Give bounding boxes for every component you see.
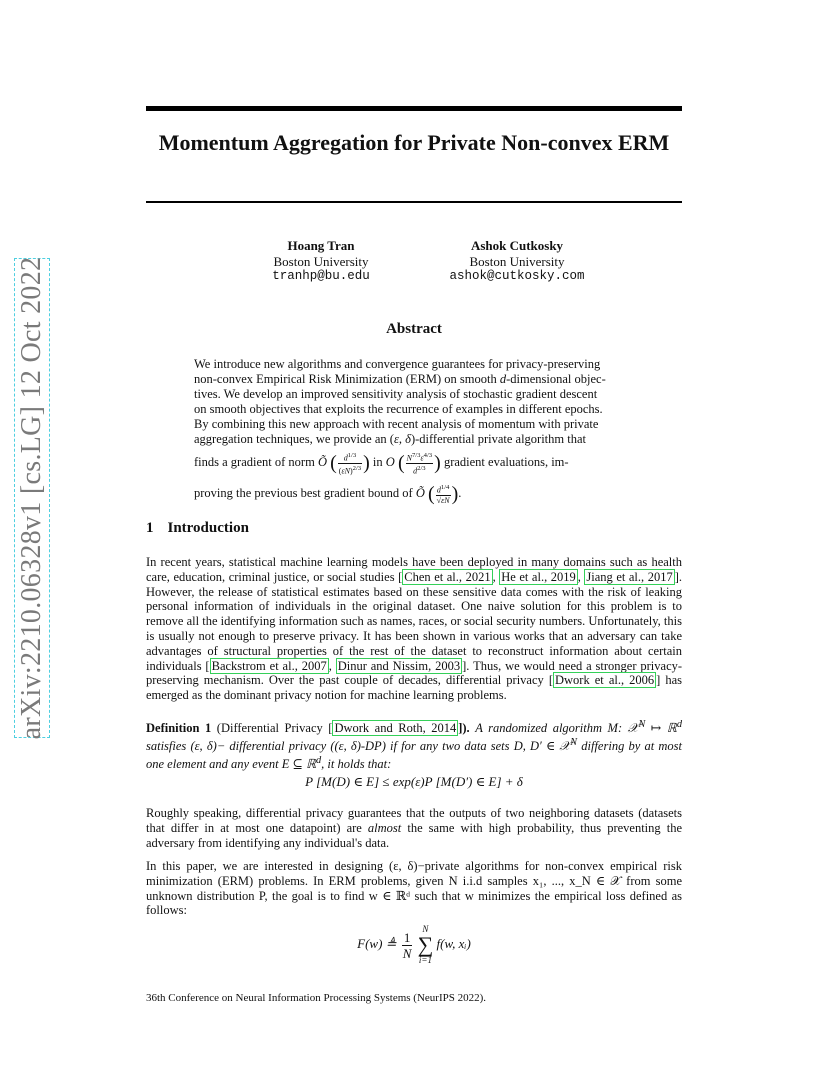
footer-note: 36th Conference on Neural Information Processing Systems (NeurIPS 2022). xyxy=(146,992,487,1004)
definition-label: Definition 1 xyxy=(146,721,212,736)
abstract-body xyxy=(194,357,634,509)
author-affiliation: Boston University xyxy=(469,253,565,269)
intro-paragraph: In recent years, statistical machine learning models have been deployed in many domains such as health care, education, criminal justice, or social studies [ Chen et al., 2021 , He et al., 2019 , Jiang et al., 2017 ]. However, the release of statistical estimates based on these sensitive data comes with the risk of leaking personal information of individuals in the original dataset. One naive solution for this problem is to remove all the identifying information such as names, races, or social security numbers. Unfortunately, this is usually not enough to preserve privacy. It has been shown in various works that an adversary can take advantages of structural properties of the rest of the dataset to reconstruct information about certain individuals [ Backstrom et al., 2007 , Dinur and Nissim, 2003 ]. Thus, we would need a stronger privacy-preserving mechanism. Over the past couple of decades, differential privacy [ Dwork et al., 2006 ] has emerged as the dominant privacy notion for machine learning problems. xyxy=(146,555,683,703)
definition-block: Definition 1 (Differential Privacy [ Dwork and Roth, 2014 ]). A randomized algorithm M: 𝒳$^N$ ↦ ℝ$^d$ satisfies (ε, δ)− differential privacy ((ε, δ)-DP) if for any two data sets D, D′ ∈ 𝒳$^N$ differing by at most one element and any event E ⊆ ℝ$^d$, it holds that: xyxy=(146,719,683,772)
author-name: Hoang Tran xyxy=(287,238,355,253)
author-affiliation: Boston University xyxy=(273,253,369,269)
citation-link[interactable]: Chen et al., 2021 xyxy=(404,569,491,584)
section-title: Introduction xyxy=(167,520,249,536)
citation-link[interactable]: Jiang et al., 2017 xyxy=(586,569,673,584)
citation-link[interactable]: Dwork et al., 2006 xyxy=(555,673,655,688)
section-heading xyxy=(146,520,249,537)
paper-title: Momentum Aggregation for Private Non-convex ERM xyxy=(158,130,670,155)
body-paragraph: In this paper, we are interested in designing (ε, δ)−private algorithms for non-convex empirical risk minimization (ERM) problems. In ERM problems, given N i.i.d samples x₁, ..., x_N ∈ 𝒳 from some unknown distribution P, the goal is to find w ∈ ℝᵈ such that w minimizes the empirical loss defined as follows: xyxy=(146,859,682,918)
citation-link[interactable]: He et al., 2019 xyxy=(501,569,576,584)
abstract-line: We introduce new algorithms and convergence guarantees for privacy-preserving xyxy=(194,357,601,371)
abstract-line: proving the previous best gradient bound of Õ ( $\frac{d^{1/4}}{√\varepsilon N}$ ). xyxy=(194,483,462,506)
arxiv-stamp xyxy=(14,258,50,738)
body-paragraph: Roughly speaking, differential privacy guarantees that the outputs of two neighboring datasets (datasets that differ in at most one datapoint) are almost the same with high probability, thus preventing the adversary from identifying any individual's data. xyxy=(146,806,682,850)
equation-dp: P [M(D) ∈ E] ≤ exp(ε)P [M(D′) ∈ E] + δ xyxy=(305,774,523,789)
author-block xyxy=(226,238,416,285)
abstract-line: aggregation techniques, we provide an (ε, δ)-differential private algorithm that xyxy=(194,432,586,446)
abstract-line: tives. We develop an improved sensitivity analysis of stochastic gradient descent xyxy=(194,387,598,401)
arxiv-id: arXiv:2210.06328v1 [cs.LG] 12 Oct 2022 xyxy=(16,256,47,740)
author-block xyxy=(424,238,610,285)
equation-erm: F(w) ≜ $\frac{1}{N}$ N ∑ i=1 f(w, xᵢ) xyxy=(357,924,471,965)
citation-link[interactable]: Dinur and Nissim, 2003 xyxy=(337,658,461,673)
citation-link[interactable]: Dwork and Roth, 2014 xyxy=(334,721,457,736)
abstract-line: By combining this new approach with recent analysis of momentum with private xyxy=(194,417,599,431)
abstract-line: non-convex Empirical Risk Minimization (ERM) on smooth d-dimensional objec- xyxy=(194,372,606,386)
citation-link[interactable]: Backstrom et al., 2007 xyxy=(211,658,327,673)
title-rule-bottom xyxy=(146,201,682,203)
abstract-heading: Abstract xyxy=(386,321,442,337)
author-email: tranhp@bu.edu xyxy=(272,269,370,283)
section-number: 1 xyxy=(146,520,154,536)
author-email: ashok@cutkosky.com xyxy=(449,269,585,283)
abstract-line: finds a gradient of norm Õ ( $\frac{d^{1/3}}{(\varepsilon N)^{2/3}}$ ) in O ( $\frac{N^{7/3}\varepsilon^{4/3}}{d^{2/3}}$ ) gradient evaluations, im- xyxy=(194,451,569,476)
author-name: Ashok Cutkosky xyxy=(470,238,564,253)
title-rule-top xyxy=(146,106,682,111)
abstract-line: on smooth objectives that exploits the recurrence of examples in different epochs. xyxy=(194,402,603,416)
